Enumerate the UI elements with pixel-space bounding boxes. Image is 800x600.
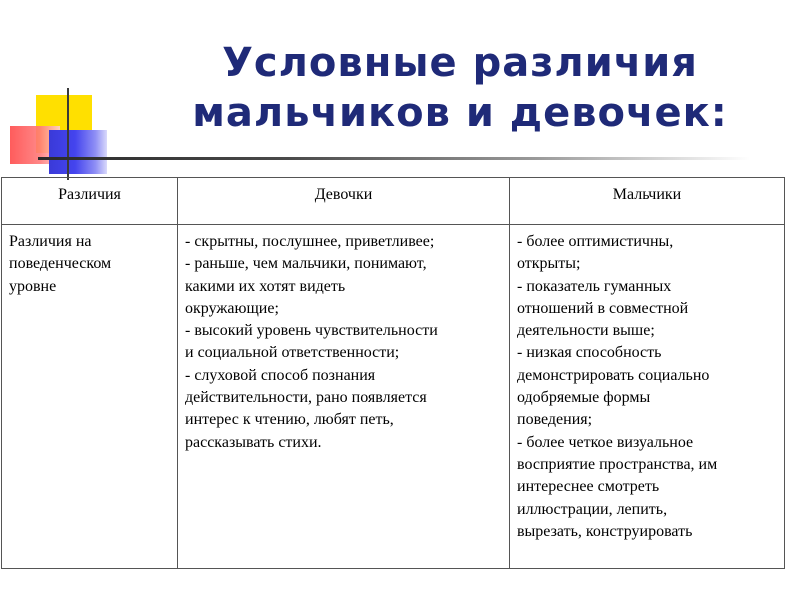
- header-boys: Мальчики: [510, 178, 785, 225]
- cell-girls: [178, 225, 510, 569]
- cell-category: [2, 225, 178, 569]
- girls-line: интерес к чтению, любят петь,: [185, 411, 394, 429]
- girls-line: какими их хотят видеть: [185, 277, 346, 295]
- boys-line: - более оптимистичны,: [517, 233, 674, 250]
- boys-line: - низкая способность: [517, 344, 662, 362]
- decor-blue-square: [49, 130, 107, 174]
- title-line-2: мальчиков и девочек:: [192, 90, 728, 136]
- title-line-1: Условные различия: [222, 40, 698, 86]
- girls-line: окружающие;: [185, 299, 279, 317]
- header-differences: Различия: [2, 178, 178, 225]
- girls-line: - раньше, чем мальчики, понимают,: [185, 255, 427, 273]
- slide-title: [150, 38, 770, 138]
- decor-horizontal-rule: [38, 157, 750, 160]
- category-line: Различия на: [9, 233, 92, 250]
- girls-line: действительности, рано появляется: [185, 389, 427, 407]
- category-line: уровне: [9, 277, 57, 295]
- girls-line: - слуховой способ познания: [185, 366, 376, 384]
- boys-line: деятельности выше;: [517, 322, 655, 340]
- boys-line: одобряемые формы: [517, 389, 651, 407]
- boys-line: отношений в совместной: [517, 299, 689, 317]
- decor-vertical-line: [67, 88, 69, 180]
- cell-boys: [510, 225, 785, 569]
- table-row: [2, 225, 785, 569]
- girls-line: рассказывать стихи.: [185, 433, 322, 451]
- comparison-table: [1, 177, 785, 569]
- boys-line: иллюстрации, лепить,: [517, 500, 668, 518]
- boys-line: восприятие пространства, им: [517, 455, 718, 473]
- comparison-table-wrapper: [1, 177, 784, 569]
- boys-line: поведения;: [517, 411, 593, 429]
- boys-line: открыты;: [517, 255, 581, 273]
- header-girls: Девочки: [178, 178, 510, 225]
- boys-line: - показатель гуманных: [517, 277, 672, 295]
- boys-line: демонстрировать социально: [517, 366, 710, 384]
- boys-line: интереснее смотреть: [517, 478, 660, 496]
- girls-line: - скрытны, послушнее, приветливее;: [185, 233, 435, 250]
- boys-line: вырезать, конструировать: [517, 522, 693, 540]
- category-line: поведенческом: [9, 255, 112, 273]
- girls-line: и социальной ответственности;: [185, 344, 400, 362]
- boys-line: - более четкое визуальное: [517, 433, 694, 451]
- table-header-row: [2, 178, 785, 225]
- girls-line: - высокий уровень чувствительности: [185, 322, 438, 340]
